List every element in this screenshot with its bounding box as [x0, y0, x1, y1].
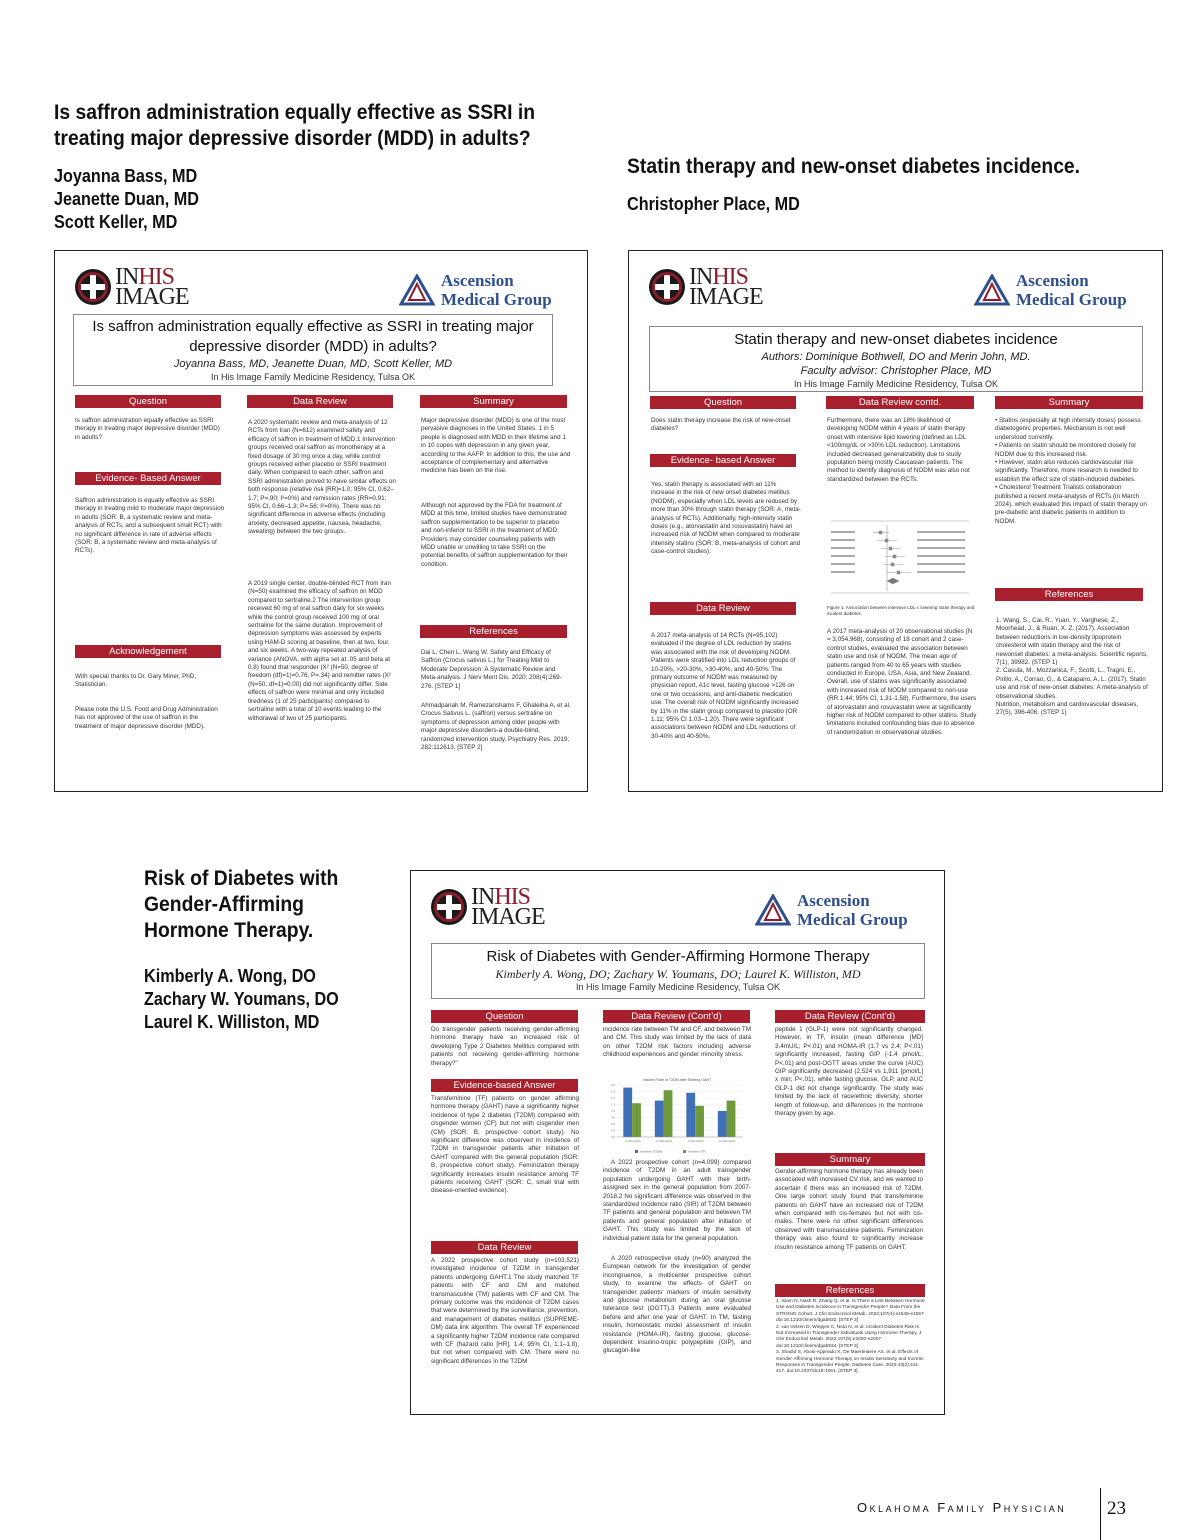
bar-t2dm	[686, 1093, 695, 1137]
forest-plot-figure	[827, 509, 973, 605]
ascension-logo: Ascension Medical Group	[974, 271, 1127, 309]
y-tick-label: 0.3	[611, 1128, 615, 1133]
data-review-text: A 2022 prospective cohort study (n=103,521) investigated incidence of T2DM in transgender patients undergoing GAHT.1 The study matched TF patients with CF and CM and matched transmasculine (TM) patients with CF and CM. The primary outcome was the incidence of T2DM cases that were determined by the surveillance, prevention, and management of diabetes mellitus (SUPREME-DM) data link algorithm. The overall TF experienced a significantly higher T2DM incidence rate compared with CF (hazard ratio [HR], 1.4; 95% CI, 1.1–1.8), but not when compared with CM. There were no significant differences in the T2DM	[431, 1257, 579, 1365]
ascension-mark-icon	[755, 894, 791, 926]
x-tick-label: to CF cohort	[688, 1139, 704, 1143]
in-his-image-logo: INHIS IMAGE	[431, 887, 545, 927]
y-tick-label: 1.0	[611, 1109, 615, 1113]
poster-title: Risk of Diabetes with Gender-Affirming Hormone Therapy	[486, 948, 870, 965]
cross-icon	[75, 269, 111, 305]
section-header-data-review: Data Review	[247, 395, 393, 408]
section-header-question: Question	[75, 395, 221, 408]
section-header-evidence: Evidence-based Answer	[431, 1079, 578, 1092]
y-tick-label: 2.0	[611, 1083, 615, 1087]
summary-text: • Statins (especially at high intensity doses) possess diabetogenic properties. Mechanism is not well understood currently. • Patients on statin should be monitored closely for NODM due to this increased risk. • However, statin also reduces cardiovascular risk significantly. Therefore, more research is needed to establish the effect size of statin-induced diabetes. • Cholesterol Treatment Trialists collaboration published a recent meta-analysis of RCTs (in March 2024), which evaluated this impact of statin therapy on pre-diabetic and diabetic patients in addition to NODM.	[995, 417, 1147, 525]
ascension-logo: Ascension Medical Group	[399, 271, 552, 309]
evidence-text: Yes, statin therapy is associated with an 11% increase in the risk of new onset diabetes mellitus (NODM), especially when LDL levels are reduced by more than 30% through statin therapy (SOR: A, meta-analysis of RCTs). Additionally, high-intensity statin doses (e.g., atorvastatin and rosuvastatin) have an increased risk of NODM when compared to moderate intensity statins (SOR: B, meta-analysis of cohort and case-control studies).	[651, 481, 801, 556]
section-header-summary: Summary	[775, 1153, 925, 1166]
data-review-text: A 2020 systematic review and meta-analysis of 12 RCTs from Iran (N=612) examined safety and efficacy of saffron in treatment of MDD.1 Intervention groups received oral saffron as monotherapy at a fixed dosage of 30 mg once a day, while control groups received either placebo or SSRI treatment daily. When compared to each other, saffron and SSRI administration proved to have similar effects on both response (relative risk [RR]=1.0; 95% CI, 0.62–1.7; P=.90; I²=0%) and remission rates (RR=0.91; 95% CI, 0.66–1.3; P=.56; I²=0%). There was no significant difference in adverse effects (including anxiety, decreased appetite, nausea, headache, sweating) between the two groups.	[248, 419, 396, 536]
cross-icon	[431, 889, 467, 925]
ascension-mark-icon	[399, 274, 435, 306]
references-text: 1. Islam N, Nash R, Zhang Q, et al. Is There a Link Between Hormone Use and Diabetes Incidence in Transgender People? Data From the STRONG Cohort. J Clin Endocrinol Metab. 2022;107(4):e1549-e1557. doi:10.1210/clinem/dgab832. [STEP 3] 2. van Velzen D, Wiepjes C, Nota N, et al. Incident Diabetes Risk Is Not Increased in Transgender Individuals Using Hormone Therapy. J Clin Endocrinol Metab. 2022;107(5):e2000-e2007. doi:10.1210/clinem/dgab934. [STEP 3] 3. Shadid S, Abosi-Appeadu K, De Maertelaere AS, et al. Effects of Gender-Affirming Hormone Therapy on Insulin Sensitivity and Incretin Responses in Transgender People. Diabetes Care. 2020;43(2):411-417. doi:10.2337/dc19-1061. [STEP 3]	[776, 1299, 926, 1375]
section-header-references: References	[775, 1284, 925, 1297]
question-text: Do transgender patients receiving gender-affirming hormone therapy have an increased risk of developing Type 2 Diabetes Mellitus compared with patients not receiving gender-affirming hormone therapy?"	[431, 1026, 579, 1067]
acknowledgement-text: With special thanks to Dr. Gary Miner, PhD, Statistician.	[75, 673, 197, 689]
poster-gaht	[410, 870, 945, 1415]
article3-heading-line-2: Gender-Affirming	[144, 893, 304, 916]
bar-t2dm	[623, 1088, 632, 1137]
poster-authors: Kimberly A. Wong, DO; Zachary W. Youmans, DO; Laurel K. Williston, MD	[495, 967, 861, 981]
author: Joyanna Bass, MD	[54, 166, 198, 186]
article1-heading-line-1: Is saffron administration equally effective as SSRI in	[54, 101, 536, 124]
section-header-acknowledgement: Acknowledgement	[75, 645, 221, 658]
article2-heading-block	[627, 154, 1119, 180]
poster-title-box	[649, 326, 1143, 392]
data-review-contd-text-4: peptide 1 (GLP-1) were not significantly changed. However, in TF, insulin (mean difference [MD] 3.4mU/L; P<.01) and HOMA-IR (1.7 vs 2.4; P<.01) significantly increased, fasting GIP (-1.4 pmol/L; P<.01) and post-OGTT areas under the curve (AUC) GIP significantly decreased (2,524 vs 1,911 [pmol/L] x min; P<.01), while fasting glucose, GLP, and AUC GLP-1 did not change significantly. The study was limited by the lack of race/ethnic diversity, shorter length of follow-up, and differences in the hormone therapy given by age.	[775, 1026, 923, 1118]
article1-heading-line-2: treating major depressive disorder (MDD) in adults?	[54, 127, 531, 150]
ascension-mark-icon	[974, 274, 1010, 306]
cross-icon	[649, 269, 685, 305]
legend-label: Incidence (TF)	[688, 1149, 707, 1154]
author: Scott Keller, MD	[54, 212, 178, 232]
section-header-references: References	[995, 588, 1143, 601]
summary-text: Gender-affirming hormone therapy has already been associated with increased CV risk, and we wanted to ascertain if there was an increased risk of T2DM. One large cohort study found that transfeminine patients on GAHT have an increased risk of T2DM when compared with cis-females but not with cis-males. There were no other significant differences observed with transmasculine patients. Feminization therapy was also found to significantly increase insulin resistance among TF patients on GAHT.	[775, 1168, 923, 1251]
poster-title-box	[73, 314, 553, 386]
poster-residency: In His Image Family Medicine Residency, Tulsa OK	[576, 982, 780, 992]
evidence-text: Transfeminine (TF) patients on gender affirming hormone therapy (GAHT) have a significantly higher incidence of type 2 diabetes (T2DM) compared with cisgender women (CF) but not with cisgender men (CM) (SOR: B, prospective cohort study). No significant difference was observed in incidence of T2DM in transgender patients after initiation of GAHT compared with the general population (SOR: B, prospective cohort study). Feminization therapy significantly increases insulin resistance among TF patients receiving GAHT (SOR: C, small trial with disease-oriented evidence).	[431, 1095, 579, 1195]
section-header-data-review-contd-2: Data Review (Cont’d)	[775, 1010, 925, 1023]
bar-tf	[695, 1106, 704, 1137]
bar-t2dm	[655, 1101, 664, 1137]
poster-advisor: Faculty advisor: Christopher Place, MD	[800, 365, 992, 377]
y-tick-label: 1.5	[611, 1096, 615, 1100]
article3-heading-line-3: Hormone Therapy.	[144, 919, 314, 942]
data-review-contd-text-2: A 2017 meta-analysis of 20 observational studies (N = 3,054,968), consisting of 18 cohort and 2 case-control studies, evaluated the association between statin use and risk of NODM. The mean age of patients ranged from 40 to 65 years with studies conducted in Europe, USA, Asia, and New Zealand. Overall, use of statins was significantly associated with increased risk of NODM compared to non-use (RR 1.44; 95% CI, 1.31-1.58). Furthermore, the users of atorvastatin and rosuvastatin were at significantly higher risk of NODM compared to other statins. Study limitations included confounding bias due to absence of randomization in observational studies.	[827, 628, 977, 736]
summary-text-2: Although not approved by the FDA for treatment of MDD at this time, limited studies have demonstrated saffron supplementation to be superior to placebo and non-inferior to SSRI in the treatment of MDD. Providers may consider counseling patients with MDD unable or unwilling to take SSRI on the potential benefits of saffron supplementation for their condition.	[421, 502, 568, 568]
data-review-contd-text-2: A 2022 prospective cohort (n=4,099) compared incidence of T2DM in an adult transgender population undergoing GAHT with their birth-assigned sex in the general population from 2007-2018.2 No significant difference was observed in the standardized incidence ratio (SIR) of T2DM between TF patients and general population and between TM patients and general population after initiation of GAHT. This study was limited by the lack of individual patient data for the general population.	[603, 1159, 751, 1242]
poster-saffron	[54, 250, 588, 792]
bar-t2dm	[718, 1111, 727, 1137]
bar-tf	[727, 1101, 736, 1137]
t2dm-incidence-bar-chart	[603, 1075, 751, 1157]
data-review-text: A 2017 meta-analysis of 14 RCTs (N=95,102) evaluated if the degree of LDL reduction by statins was associated with the risk of developing NODM. Patients were stratified into LDL reduction groups of 10-20%, >20-30%, >30-40%, and 40-50%. The primary outcome of NODM was measured by physician report, A1c level, fasting glucose >126 on one or two occasions, and anti-diabetic medication use. The overall risk of NODM significantly increased by 11% in the statin group compared to placebo (OR 1.11; 95% CI 1.03–1.20). There were significant associations between NODM and LDL reductions of 30-40% and 40-50%.	[651, 632, 799, 740]
journal-name: Oklahoma Family Physician	[857, 1500, 1067, 1515]
evidence-text: Saffron administration is equally effective as SSRI therapy in treating mild to moderate major depression in adults (SOR: B, a systematic review and meta-analysis of RCTs, and a subsequent small RCT) with no significant difference in rate of adverse effects (SOR: B, a systematic review and meta-analysis of RCTs).	[75, 497, 225, 555]
legend-swatch	[683, 1150, 686, 1153]
poster-statin	[628, 250, 1163, 792]
section-header-data-review-contd: Data Review contd.	[826, 396, 974, 409]
in-his-image-logo: INHIS IMAGE	[75, 267, 189, 307]
x-tick-label: to CF cohort	[625, 1139, 641, 1143]
reference-2: Ahmadpanah M, Ramezanshams F, Ghaleiha A, et al. Crocus Sativus L. (saffron) versus sertraline on symptoms of depression among older people with major depressive disorders-a double-blind, randomized intervention study. Psychiatry Res. 2019; 282:112613. [STEP 2]	[421, 702, 571, 752]
data-review-contd-text: incidence rate between TM and CF, and between TM and CM. This study was limited by the lack of data on other T2DM risk factors including adverse childhood experiences and gender minority stress.	[603, 1026, 751, 1059]
poster-authors: Authors: Dominique Bothwell, DO and Merin John, MD.	[761, 351, 1031, 363]
y-tick-label: 1.8	[611, 1089, 615, 1094]
y-tick-label: 0.5	[611, 1122, 615, 1126]
question-text: Is saffron administration equally effective as SSRI therapy in treating major depressive disorder (MDD) in adults?	[75, 417, 220, 441]
legend-swatch	[635, 1150, 638, 1153]
poster-title-box	[431, 943, 925, 999]
section-header-data-review: Data Review	[650, 602, 796, 615]
section-header-data-review-contd: Data Review (Cont’d)	[603, 1010, 750, 1023]
article3-heading-block	[144, 866, 355, 944]
fda-note: Please note the U.S. Food and Drug Administration has not approved of the use of saffron in the treatment of major depressive disorder (MDD).	[75, 706, 218, 730]
poster-authors: Joyanna Bass, MD, Jeanette Duan, MD, Scott Keller, MD	[173, 358, 453, 370]
x-tick-label: to CM cohort	[656, 1139, 673, 1143]
question-text: Does statin therapy increase the risk of new-onset diabetes?	[651, 417, 791, 433]
data-review-contd-text: Furthermore, there was an 18% likelihood of developing NODM within 4 years of statin therapy onset with intensive lipid lowering (defined as LDL <100mg/dL or >30% LDL reduction). Limitations included decreased generalizability due to study population being mostly Caucasian patients. The method to identify diagnosis of NODM was also not standardized between the RCTs.	[827, 417, 970, 483]
section-header-data-review: Data Review	[431, 1241, 578, 1254]
reference-1: Dai L, Chen L, Wang W. Safety and Efficacy of Saffron (Crocus sativus L.) for Treating Mild to Moderate Depression: A Systematic Review and Meta-analysis. J Nerv Ment Dis. 2020; 208(4):269-276. [STEP 1]	[421, 649, 562, 690]
poster-title: Statin therapy and new-onset diabetes incidence	[734, 331, 1058, 348]
section-header-summary: Summary	[995, 396, 1143, 409]
page-number: 23	[1107, 1498, 1126, 1519]
y-tick-label: 1.3	[611, 1102, 615, 1107]
article3-heading-line-1: Risk of Diabetes with	[144, 867, 339, 890]
section-header-summary: Summary	[420, 395, 567, 408]
author: Kimberly A. Wong, DO	[144, 966, 316, 986]
in-his-image-logo: INHIS IMAGE	[649, 267, 763, 307]
article3-authors	[144, 965, 360, 1034]
section-header-evidence: Evidence- Based Answer	[75, 472, 221, 485]
chart-title: Incident Rate of T2DM after Starting GAHT	[642, 1078, 712, 1082]
poster-residency: In His Image Family Medicine Residency, Tulsa OK	[794, 379, 998, 389]
summary-text: Major depressive disorder (MDD) is one of the most pervasive diagnoses in the United States. 1 in 5 people is diagnosed with MDD in their lifetime and 1 in 10 copes with depression in any given year, according to the AAFP. In addition to this, the use and acceptance of complementary and alternative medicine has been on the rise.	[421, 417, 571, 475]
author: Christopher Place, MD	[627, 194, 800, 214]
section-header-question: Question	[431, 1010, 578, 1023]
article2-heading: Statin therapy and new-onset diabetes incidence.	[627, 155, 1081, 178]
poster-residency: In His Image Family Medicine Residency, Tulsa OK	[211, 372, 415, 382]
y-tick-label: 0.0	[611, 1135, 615, 1139]
data-review-contd-text-3: A 2020 retrospective study (n=90) analyzed the European network for the investigation of gender incongruence, a multicenter prospective cohort study, to examine the effects of GAHT on transgender patients' markers of insulin sensitivity and glucose metabolism during an oral glucose tolerance test (OGTT).3 Patients were evaluated before and after one year of GAHT. In TM, fasting insulin, homeostatic model assessment of insulin resistance (HOMA-IR), fasting glucose, glucose-dependent insulino-tropic polypeptide (GIP), and glucagon-like	[603, 1255, 751, 1355]
x-tick-label: to CM cohort	[719, 1139, 736, 1143]
article1-heading-block	[54, 100, 577, 152]
legend-label: Incidence (T2DM)	[640, 1149, 663, 1154]
author: Laurel K. Williston, MD	[144, 1012, 320, 1032]
article2-authors	[627, 193, 819, 216]
bar-tf	[664, 1090, 673, 1137]
section-header-evidence: Evidence- based Answer	[650, 454, 796, 467]
figure-caption: Figure 1. Association between intensive LDL-c lowering statin therapy and incident diabetes.	[827, 605, 975, 615]
ascension-logo: Ascension Medical Group	[755, 891, 908, 929]
author: Zachary W. Youmans, DO	[144, 989, 339, 1009]
section-header-question: Question	[650, 396, 796, 409]
section-header-references: References	[420, 625, 567, 638]
author: Jeanette Duan, MD	[54, 189, 199, 209]
footer-divider	[1100, 1488, 1101, 1540]
poster-title: Is saffron administration equally effective as SSRI in treating major depressive disorder (MDD) in adults?	[92, 318, 534, 355]
data-review-text-2: A 2019 single center, double-blinded RCT from Iran (N=50) examined the efficacy of saffron on MDD compared to sertraline.2 The intervention group received 60 mg of oral saffron daily for six weeks while the control group received 100 mg of oral sertraline for the same duration. Improvement of depression symptoms was assessed by experts using HAM-D scoring at baseline, then at two, four, and six weeks. A two-way repeated analysis of variance (ANOVA, with alpha set at .05 and beta at 0.8) found that responder (X² (N=50, degree of freedom (df)=1)=0.76, P=.34) and remitter rates (X² (N=50, df=1)=0.00) did not significantly differ. Side effects of saffron were minimal and only included tiredness (1 of 25 participants) compared to sertraline with a total of 10 events leading to the withdrawal of two of 25 participants.	[248, 580, 392, 722]
article1-authors	[54, 165, 215, 234]
references-text: 1. Wang, S., Cai, R., Yuan, Y., Varghese, Z., Moorhead, J., & Ruan, X. Z. (2017). Association between reductions in low-density lipoprotein cholesterol with statin therapy and the risk of newonset diabetes: a meta-analysis. Scientific reports, 7(1), 39982. (STEP 1) 2. Casula, M., Mozzanica, F., Scotti, L., Tragni, E., Pirillo, A., Corrao, G., & Catapano, A. L. (2017). Statin use and risk of new-onset diabetes: A meta-analysis of observational studies. Nutrition, metabolism and cardiovascular diseases, 27(5), 396-406. (STEP 1)	[996, 617, 1148, 717]
bar-tf	[632, 1103, 641, 1137]
y-tick-label: 0.8	[611, 1115, 615, 1120]
